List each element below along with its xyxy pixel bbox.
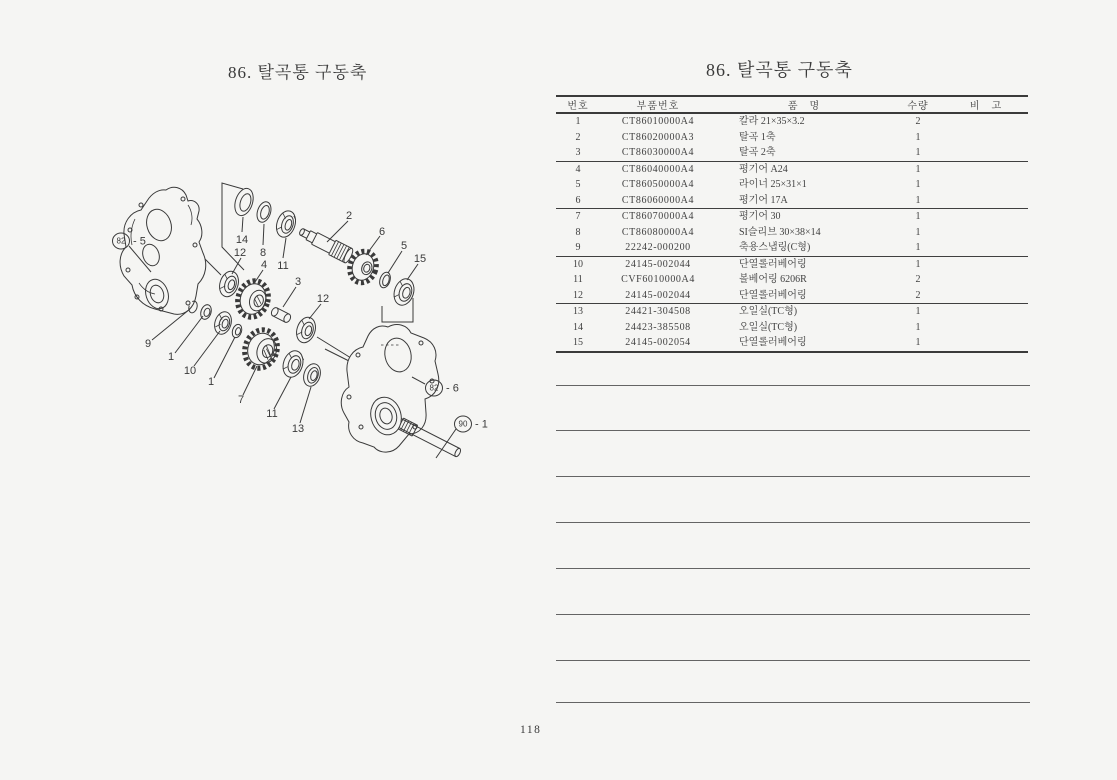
cell-name: 탈곡 2축 xyxy=(716,145,892,161)
circled-callout-suffix: - 5 xyxy=(133,235,146,248)
table-row-7 xyxy=(556,209,1028,225)
gear-6 xyxy=(346,248,381,286)
cell-part_no: 24421-304508 xyxy=(625,306,691,317)
callout-11: 11 xyxy=(277,259,289,272)
cell-qty: 1 xyxy=(892,335,944,352)
pin-3 xyxy=(270,306,292,323)
cell-qty: 1 xyxy=(915,306,921,317)
cell-part_no: CT86020000A3 xyxy=(621,131,695,143)
cell-name: 칼라 21×35×3.2 xyxy=(739,116,805,127)
cell-no: 14 xyxy=(573,321,583,333)
cell-qty: 1 xyxy=(892,193,944,209)
cell-remark xyxy=(944,272,1028,288)
circled-callout-82: 82 xyxy=(116,236,126,246)
note-line-2 xyxy=(556,430,1030,431)
cell-remark xyxy=(944,256,1028,272)
callout-14: 14 xyxy=(235,233,249,246)
cell-qty: 1 xyxy=(915,211,921,222)
cell-no: 4 xyxy=(575,163,581,175)
cell-remark xyxy=(944,113,1028,130)
cell-no: 9 xyxy=(556,240,600,256)
cell-qty: 1 xyxy=(915,226,921,238)
cell-name: 평기어 A24 xyxy=(739,163,788,175)
cell-no: 2 xyxy=(575,131,581,143)
cell-remark xyxy=(944,161,1028,177)
callout-10: 10 xyxy=(183,364,197,377)
right-housing-plate xyxy=(341,325,462,459)
table-header xyxy=(556,96,1028,113)
table-row-13 xyxy=(556,304,1028,320)
callout-1: 1 xyxy=(167,350,175,363)
table-row-6 xyxy=(556,193,1028,209)
table-row-2 xyxy=(556,130,1028,146)
callout-6: 6 xyxy=(378,225,386,238)
cell-qty: 1 xyxy=(892,240,944,256)
cell-no: 11 xyxy=(573,274,583,285)
cell-part_no: CT86030000A4 xyxy=(600,145,716,161)
bearing-11 xyxy=(273,208,298,239)
cell-qty: 1 xyxy=(915,321,921,333)
cell-name: SI슬리브 30×38×14 xyxy=(739,226,821,238)
cell-qty: 2 xyxy=(915,274,921,285)
cell-part_no: CVF6010000A4 xyxy=(621,274,695,285)
note-line-5 xyxy=(556,568,1030,569)
cell-name: 단열롤러베어링 xyxy=(716,288,892,304)
cell-name: 탈곡 1축 xyxy=(739,131,776,143)
gear-7 xyxy=(240,326,282,373)
cell-part_no: 24145-002054 xyxy=(600,335,716,352)
callout-12: 12 xyxy=(233,246,247,259)
bearing-10 xyxy=(212,310,234,337)
callout-9: 9 xyxy=(144,337,152,350)
cell-no: 3 xyxy=(556,145,600,161)
cell-no: 5 xyxy=(575,179,581,190)
note-line-3 xyxy=(556,476,1030,477)
callout-8: 8 xyxy=(259,246,267,259)
cell-name: 단열롤러베어링 xyxy=(739,258,807,270)
bearing-12b xyxy=(293,315,318,345)
table-row-12 xyxy=(556,288,1028,304)
table-row-1 xyxy=(556,113,1028,130)
cell-name: 라이너 25×31×1 xyxy=(739,179,807,190)
cell-no: 8 xyxy=(575,226,581,238)
table-row-8 xyxy=(556,225,1028,241)
shaft-2 xyxy=(297,224,355,264)
cell-no: 13 xyxy=(573,306,583,317)
callout-11: 11 xyxy=(266,407,278,420)
cell-name: 오일실(TC형) xyxy=(739,306,798,317)
note-line-7 xyxy=(556,660,1030,661)
cell-qty: 1 xyxy=(892,145,944,161)
cell-remark xyxy=(944,320,1028,336)
cell-remark xyxy=(944,209,1028,225)
cell-no: 15 xyxy=(556,335,600,352)
column-header-3: 수량 xyxy=(892,96,944,113)
cell-part_no: 24145-002044 xyxy=(600,288,716,304)
cell-name: 볼베어링 6206R xyxy=(739,274,807,285)
column-header-4: 비 고 xyxy=(944,96,1028,113)
table-row-15 xyxy=(556,335,1028,352)
callout-1: 1 xyxy=(207,375,215,388)
cell-name: 축용스냅링(C형) xyxy=(716,240,892,256)
bearing-11b xyxy=(280,348,306,380)
cell-part_no: CT86070000A4 xyxy=(621,211,695,222)
collar-8 xyxy=(255,200,274,224)
note-line-1 xyxy=(556,385,1030,386)
table-row-3 xyxy=(556,145,1028,161)
cell-no: 10 xyxy=(573,258,583,270)
parts-table xyxy=(556,95,1028,353)
cell-part_no: 22242-000200 xyxy=(600,240,716,256)
cell-remark xyxy=(944,177,1028,193)
table-row-10 xyxy=(556,256,1028,272)
gear-4 xyxy=(233,277,273,321)
oil-seal-13 xyxy=(301,362,323,389)
washer-1b xyxy=(231,323,244,339)
table-header-row xyxy=(556,96,1028,113)
cell-remark xyxy=(944,335,1028,352)
table-row-11 xyxy=(556,272,1028,288)
cell-name: 단열롤러베어링 xyxy=(716,335,892,352)
ring-5 xyxy=(378,271,392,289)
cell-name: 평기어 17A xyxy=(716,193,892,209)
table-row-9 xyxy=(556,240,1028,256)
cell-no: 6 xyxy=(556,193,600,209)
cell-remark xyxy=(944,145,1028,161)
callout-4: 4 xyxy=(260,258,268,271)
cell-part_no: CT86060000A4 xyxy=(600,193,716,209)
circled-callout-90: 90 xyxy=(458,419,468,429)
table-row-4 xyxy=(556,161,1028,177)
diagram-title: 86. 탈곡통 구동축 xyxy=(228,63,368,82)
cell-name: 평기어 30 xyxy=(739,211,781,222)
column-header-2: 품 명 xyxy=(716,96,892,113)
circled-callout-suffix: - 1 xyxy=(475,418,488,431)
cell-part_no: CT86080000A4 xyxy=(621,226,695,238)
column-header-0: 번호 xyxy=(556,96,600,113)
note-line-8 xyxy=(556,702,1030,703)
table-title: 86. 탈곡통 구동축 xyxy=(706,60,853,80)
note-line-4 xyxy=(556,522,1030,523)
circled-callout-82: 82 xyxy=(429,383,439,393)
cell-qty: 1 xyxy=(915,163,921,175)
cell-part_no: 24423-385508 xyxy=(625,321,691,333)
column-header-1: 부품번호 xyxy=(600,96,716,113)
page-number: 118 xyxy=(520,724,542,736)
callout-5: 5 xyxy=(400,239,408,252)
cell-part_no: CT86040000A4 xyxy=(621,163,695,175)
table-row-5 xyxy=(556,177,1028,193)
cell-remark xyxy=(944,193,1028,209)
cell-no: 7 xyxy=(575,211,581,222)
cell-qty: 2 xyxy=(915,116,921,127)
cell-part_no: CT86010000A4 xyxy=(621,116,695,127)
callout-15: 15 xyxy=(413,252,427,265)
cell-no: 12 xyxy=(556,288,600,304)
cell-remark xyxy=(944,225,1028,241)
cell-qty: 1 xyxy=(915,258,921,270)
callout-2: 2 xyxy=(345,209,353,222)
note-line-6 xyxy=(556,614,1030,615)
cell-name: 오일실(TC형) xyxy=(739,321,798,333)
cell-part_no: CT86050000A4 xyxy=(621,179,695,190)
cell-no: 1 xyxy=(575,116,581,127)
exploded-view-diagram xyxy=(95,175,500,475)
cell-remark xyxy=(944,130,1028,146)
cell-remark xyxy=(944,288,1028,304)
callout-3: 3 xyxy=(294,275,302,288)
callout-13: 13 xyxy=(291,422,305,435)
cell-qty: 1 xyxy=(915,131,921,143)
callout-7: 7 xyxy=(237,393,245,406)
cell-qty: 2 xyxy=(892,288,944,304)
cell-remark xyxy=(944,304,1028,320)
cell-part_no: 24145-002044 xyxy=(625,258,691,270)
table-row-14 xyxy=(556,320,1028,336)
cell-qty: 1 xyxy=(915,179,921,190)
bearing-14 xyxy=(232,186,257,218)
circled-callout-suffix: - 6 xyxy=(446,382,459,395)
cell-remark xyxy=(944,240,1028,256)
callout-12: 12 xyxy=(316,292,330,305)
